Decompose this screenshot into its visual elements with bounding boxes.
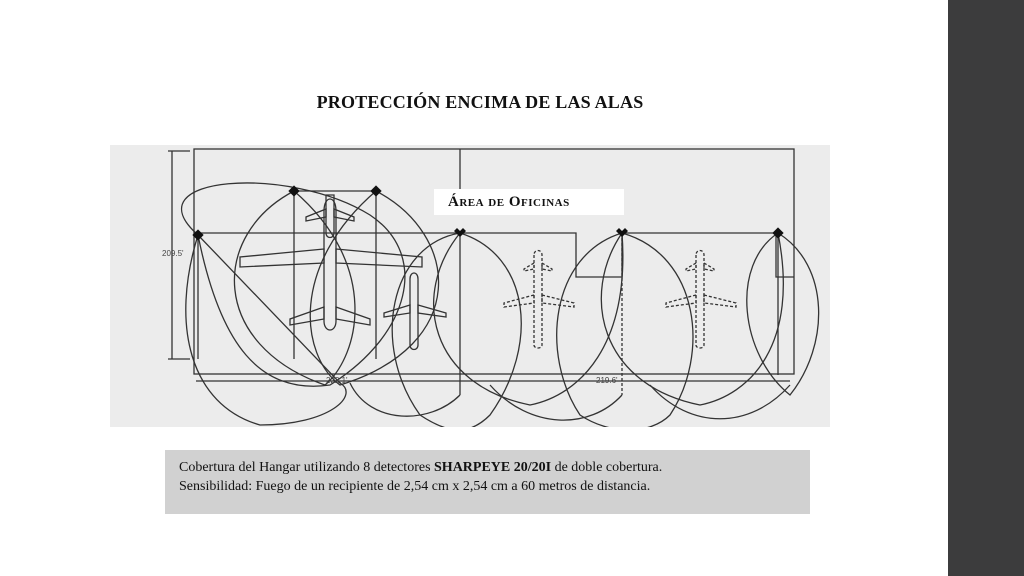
- slide-title: PROTECCIÓN ENCIMA DE LAS ALAS: [316, 92, 644, 112]
- aircraft-icon: [534, 251, 542, 349]
- aircraft-icon: [410, 273, 418, 350]
- caption-box: [165, 450, 810, 514]
- detector-icon: [616, 228, 628, 237]
- caption-product-name: SHARPEYE 20/20I: [434, 460, 552, 475]
- coverage-zone: [310, 191, 438, 385]
- coverage-zone: [234, 191, 355, 385]
- caption-line-2: Sensibilidad: Fuego de un recipiente de 2,54 cm x 2,54 cm a 60 metros de distancia.: [179, 479, 651, 494]
- coverage-zone: [182, 183, 405, 386]
- hangar-drawing: [110, 145, 830, 427]
- caption-line-1-suffix: de doble cobertura.: [551, 460, 663, 475]
- detector-icon: [772, 227, 783, 238]
- coverage-zone: [557, 233, 693, 427]
- aircraft-icon: [696, 251, 704, 349]
- detector-icon: [454, 228, 466, 237]
- coverage-zone: [434, 233, 623, 405]
- dimension-height-label: 209.5': [162, 249, 184, 258]
- office-area-label: Área de Oficinas: [434, 189, 624, 215]
- dimension-bottom-left-label: 222.1': [326, 376, 348, 385]
- hangar-coverage-diagram: [110, 145, 830, 427]
- caption-line-1-prefix: Cobertura del Hangar utilizando 8 detectores: [179, 460, 435, 475]
- dimension-bottom-right-label: 219.6': [596, 376, 618, 385]
- caption-line-1: [179, 458, 810, 477]
- presentation-side-bar: [948, 0, 1024, 576]
